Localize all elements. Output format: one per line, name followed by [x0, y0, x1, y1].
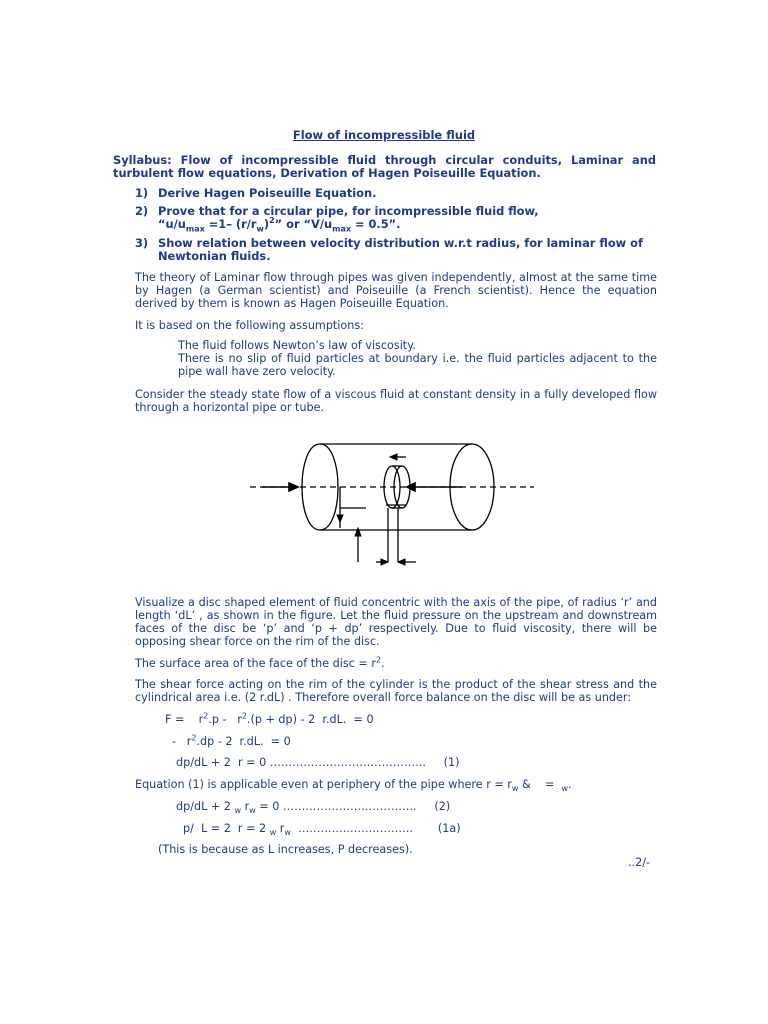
text-part: .: [381, 657, 385, 670]
eq-sub: w: [234, 806, 242, 816]
formula-part: =1– (r/r: [204, 217, 257, 231]
formula-part: “u/u: [158, 217, 186, 231]
equation-periphery-note: [135, 778, 572, 794]
pressure-arrowhead: [407, 483, 415, 491]
equation-2: [176, 800, 451, 816]
paragraph-disc-element: Visualize a disc shaped element of fluid concentric with the axis of the pipe, of radius ‘r’ and length ‘dL’ , as shown in the figure. Let the fluid pressure on the upstream and downstream faces of the disc be ‘p’ and ‘p + dp’ respectively. Due to fluid viscosity, there will be opposing shear force on the rim of the disc.: [135, 596, 657, 648]
assumption-1: The fluid follows Newton’s law of viscosity.: [178, 339, 416, 352]
eq-sup: 2: [241, 711, 247, 721]
inflow-arrowhead: [289, 483, 298, 491]
eq-part: r: [276, 822, 285, 835]
text-part: .: [568, 778, 572, 791]
text-part: & =: [518, 778, 562, 791]
question-1: [135, 187, 657, 200]
formula-part: = 0.5”.: [351, 217, 401, 231]
formula-part: ): [263, 217, 270, 231]
text-sub: w: [561, 784, 569, 794]
eq-sup: 2: [203, 711, 209, 721]
text-sub: w: [511, 784, 519, 794]
eq-part: = 0 ………………….………….. (2): [255, 800, 451, 813]
formula-sup: 2: [269, 216, 275, 226]
question-number: 1): [135, 186, 149, 200]
paragraph-history: The theory of Laminar flow through pipes was given independently, almost at the same time by Hagen (a German scientist) and Poiseuille (a French scientist). Hence the equation derived by them is known as Hagen Poiseuille Equation.: [135, 271, 657, 310]
eq-sup: 2: [191, 733, 197, 743]
eq-part: .dp - 2 r.dL. = 0: [196, 735, 291, 748]
assumption-2: There is no slip of fluid particles at boundary i.e. the fluid particles adjacent to the pipe wall have zero velocity.: [178, 352, 657, 378]
eq-part: dp/dL + 2: [176, 800, 235, 813]
paragraph-assumptions-intro: It is based on the following assumptions:: [135, 319, 364, 332]
formula-sub: max: [185, 224, 205, 234]
eq-part: - r: [172, 735, 192, 748]
eq-part: .p - r: [208, 713, 242, 726]
pipe-disc-diagram: [240, 430, 540, 580]
radius-arrowhead: [337, 515, 343, 522]
eq-part: r: [241, 800, 250, 813]
dl-up-arrowhead: [355, 528, 361, 536]
question-text: Prove that for a circular pipe, for incompressible fluid flow,: [158, 204, 539, 218]
dl-arrowhead-left: [381, 559, 388, 565]
question-text: Show relation between velocity distribution w.r.t radius, for laminar flow of: [158, 236, 643, 250]
pressure-note: (This is because as L increases, P decreases).: [158, 843, 413, 856]
page-title: Flow of incompressible fluid: [292, 128, 476, 142]
formula-part: ” or “V/u: [274, 217, 333, 231]
paragraph-shear-force: The shear force acting on the rim of the cylinder is the product of the shear stress and the cylindrical area i.e. (2 r.dL) . Therefore overall force balance on the disc will be as under:: [135, 678, 657, 704]
formula-sub: w: [256, 224, 264, 234]
shear-arrowhead: [390, 454, 397, 460]
eq-sub: w: [269, 828, 277, 838]
question-number: 3): [135, 236, 149, 250]
dl-arrowhead-right: [398, 559, 405, 565]
eq-sub: w: [284, 828, 291, 838]
syllabus-text: Syllabus: Flow of incompressible fluid through circular conduits, Laminar and turbulent flow equations, Derivation of Hagen Poiseuille Equation.: [113, 153, 656, 180]
formula-sub: max: [332, 224, 352, 234]
question-2-formula: [135, 216, 657, 234]
equation-force-balance: [165, 713, 374, 726]
eq-part: p/ L = 2 r = 2: [183, 822, 270, 835]
question-2: [135, 204, 657, 234]
equation-1a: [183, 822, 461, 838]
eq-part: …………..…………….. (1a): [290, 822, 461, 835]
question-text: Derive Hagen Poiseuille Equation.: [158, 186, 377, 200]
eq-part: F = r: [165, 713, 204, 726]
eq-sub: w: [249, 806, 256, 816]
question-3: [135, 237, 657, 263]
text-part: Equation (1) is applicable even at periphery of the pipe where r = r: [135, 778, 512, 791]
paragraph-steady-flow: Consider the steady state flow of a viscous fluid at constant density in a fully developed flow through a horizontal pipe or tube.: [135, 388, 657, 414]
page-continuation-marker: ..2/-: [628, 856, 651, 869]
eq-part: .(p + dp) - 2 r.dL. = 0: [246, 713, 374, 726]
equation-1: dp/dL + 2 r = 0 …………………….…………….. (1): [176, 756, 460, 769]
question-text: Newtonian fluids.: [158, 249, 271, 263]
question-number: 2): [135, 204, 149, 218]
paragraph-surface-area: [135, 657, 657, 670]
equation-simplified: [172, 735, 291, 748]
text-part: The surface area of the face of the disc = r: [135, 657, 376, 670]
text-sup: 2: [375, 655, 382, 665]
